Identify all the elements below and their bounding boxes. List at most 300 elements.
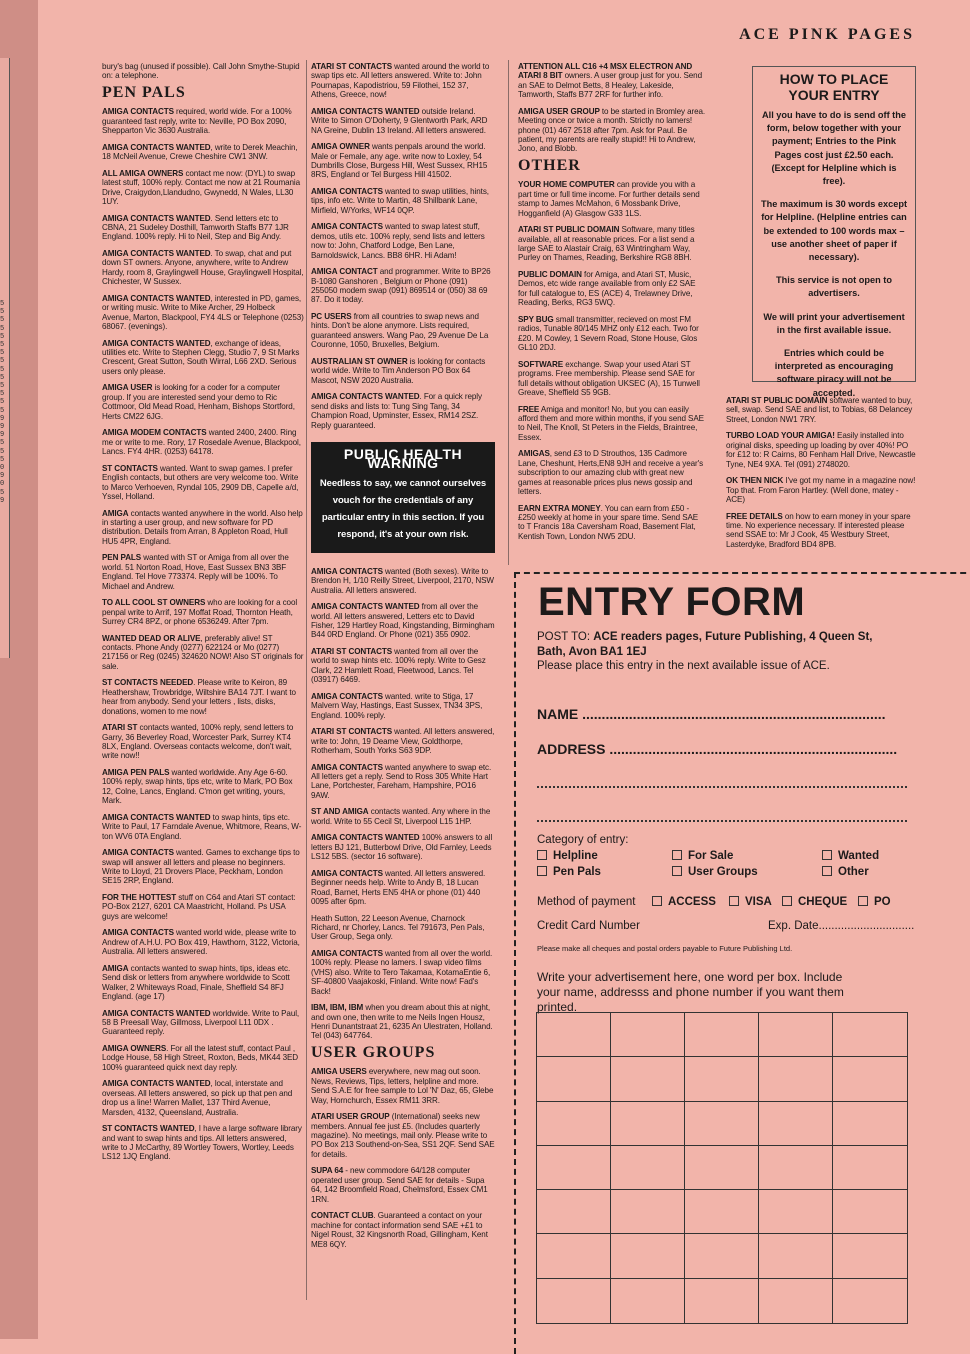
ad-lead: CONTACT CLUB — [311, 1211, 374, 1221]
classified-ad — [311, 392, 495, 430]
word-box[interactable] — [833, 1102, 907, 1146]
ad-text: and programmer. Write to BP26 B-1080 Ganshoren , Belgium or Phone (091) 255050 modem swap (091) 869514 or (050) 38 69 87. Do it today. — [311, 267, 491, 305]
expiry-date-field[interactable]: Exp. Date.............................. — [768, 920, 915, 932]
classified-ad — [102, 678, 304, 716]
classified-ad — [311, 914, 495, 942]
howto-para: This service is not open to advertisers. — [776, 275, 892, 299]
word-box[interactable] — [759, 1190, 833, 1234]
credit-card-field[interactable]: Credit Card Number — [537, 920, 640, 932]
classified-ad — [311, 62, 495, 100]
ad-lead: AMIGA CONTACTS WANTED — [311, 392, 420, 402]
classified-ad — [311, 567, 495, 595]
entry-form-title: ENTRY FORM — [538, 580, 806, 624]
classified-ad — [311, 1166, 495, 1204]
ad-lead: AMIGA CONTACTS WANTED — [102, 1079, 211, 1089]
ad-list — [726, 396, 916, 549]
classified-ad — [102, 634, 304, 672]
classified-ad — [518, 225, 706, 263]
column-far-right — [726, 396, 916, 556]
classified-ad — [311, 833, 495, 861]
ad-text: wanted. Games to exchange tips to swap will answer all letters and please no beginners. Write to Lloyd, 21 Drovers Place, Peckham, London SE15 2RP, England. — [102, 848, 300, 886]
word-box[interactable] — [685, 1102, 759, 1146]
ad-lead: ST CONTACTS NEEDED — [102, 678, 194, 688]
column-divider — [508, 60, 509, 565]
ad-text: wanted world wide, please write to Andrew of A.H.U. PO Box 419, Hawthorn, 3122, Victoria, Australia. All letters answered. — [102, 928, 300, 957]
ad-lead: ATARI ST PUBLIC DOMAIN — [726, 396, 828, 405]
ad-lead: AMIGA CONTACTS — [311, 949, 383, 958]
ad-lead: YOUR HOME COMPUTER — [518, 180, 615, 190]
checkbox-label: ACCESS — [668, 896, 716, 908]
word-box[interactable] — [537, 1190, 611, 1234]
checkbox-label: VISA — [745, 896, 772, 908]
word-box[interactable] — [833, 1234, 907, 1278]
classified-ad — [311, 107, 495, 135]
word-box[interactable] — [759, 1279, 833, 1323]
address-field[interactable]: ADDRESS .......................................................................... — [537, 741, 898, 757]
ad-lead: PEN PALS — [102, 553, 142, 563]
ad-text: , preferably alive! ST contacts. Phone Andy (0277) 622124 or Mo (0277) 217156 or Reg (0245) 324620 NOW! Also ST originals for sale. — [102, 633, 304, 671]
word-box[interactable] — [685, 1146, 759, 1190]
ad-text: . For all the latest stuff, contact Paul , Lodge House, 58 High Street, Roxton, Beds, MK44 3ED 100% guaranteed quick next day reply. — [102, 1044, 299, 1072]
ad-text: worldwide. Write to Paul, 58 B Preesall Way, Gillmoss, Liverpool L11 0DX . Guaranteed reply. — [102, 1008, 300, 1037]
ad-lead: ST AND AMIGA — [311, 807, 369, 817]
ad-lead: TURBO LOAD YOUR AMIGA! — [726, 431, 835, 441]
checkbox-icon — [782, 896, 792, 906]
category-helpline-checkbox[interactable] — [537, 850, 598, 862]
ad-lead: AMIGA CONTACTS — [102, 928, 174, 938]
ad-text: , interested in PD, games, or writing music. Write to Mike Archer, 29 Holbeck Avenue, Marton, Blackpool, FY4 4LS or Telephone (0253) 68067. (evenings). — [102, 293, 304, 332]
ad-lead: AMIGA CONTACTS — [102, 848, 174, 858]
post-address: ACE readers pages, Future Publishing, 4 Queen St, Bath, Avon BA1 1EJ — [537, 631, 873, 658]
classified-ad — [518, 449, 706, 496]
ad-lead: AMIGA CONTACTS — [311, 868, 383, 878]
ad-lead: ATARI ST CONTACTS — [311, 727, 393, 737]
ad-lead: AMIGA CONTACTS — [311, 187, 383, 197]
checkbox-label: For Sale — [688, 850, 734, 862]
classified-ad — [311, 869, 495, 907]
pay-po-checkbox[interactable] — [858, 896, 891, 908]
word-box[interactable] — [759, 1013, 833, 1057]
ad-text: , send £3 to D Strouthos, 135 Cadmore Lane, Cheshunt, Herts,EN8 9JH and receive a year's subscription to our amazing club with great new games at reasonable prices plus news gossip and letters. — [518, 449, 704, 496]
classified-ad — [311, 1003, 495, 1041]
checkbox-icon — [858, 896, 868, 906]
checkbox-label: Other — [838, 866, 869, 878]
ad-text: , exchange of ideas, utilities etc. Write to Stephen Clegg, Studio 7, 9 St Marks Crescent, Great Sutton, South Wirral, L66 2XD. Serious users only please. — [102, 338, 300, 376]
classified-ad — [311, 187, 495, 215]
category-wanted-checkbox[interactable] — [822, 850, 879, 862]
classified-ad — [102, 553, 304, 591]
word-box[interactable] — [537, 1234, 611, 1278]
ad-lead: AMIGA OWNERS — [102, 1044, 167, 1054]
classified-ad — [726, 512, 916, 550]
public-health-warning — [311, 442, 495, 553]
ad-lead: ATARI ST — [102, 723, 138, 733]
classified-ad — [518, 405, 706, 443]
ad-text: wanted from all over the world. 100% reply. Please no lamers. I swap video films (VHS) also. Write to Tero Takamaa, KotamaEntie 6, SF-40800 Vaajakoski, Finland. Write now! Fad's Back! — [311, 949, 493, 996]
classified-ad — [311, 647, 495, 685]
classified-ad — [311, 267, 495, 305]
ad-lead: FOR THE HOTTEST — [102, 893, 177, 902]
word-box[interactable] — [611, 1234, 685, 1278]
classified-ad — [518, 360, 706, 398]
ad-text: to swap hints, tips etc. Write to Paul, 17 Farndale Avenue, Whitmore, Reans, W-ton WV6 0TA England. — [102, 812, 302, 841]
classified-ad — [102, 339, 304, 377]
word-box[interactable] — [611, 1057, 685, 1101]
ad-text: owners. A user group just for you. Send an SAE to Delmot Betts, 8 Healey, Lakeside, Tamworth, Staffs B77 2RF for further info. — [518, 71, 702, 100]
ad-lead: AMIGA CONTACTS WANTED — [311, 833, 420, 843]
ad-lead: ATARI ST PUBLIC DOMAIN — [518, 225, 620, 235]
checkbox-label: Helpline — [553, 850, 598, 862]
ad-lead: AMIGA CONTACT — [311, 267, 378, 277]
classified-ad — [102, 294, 304, 332]
pay-cheque-checkbox[interactable] — [782, 896, 847, 908]
word-box[interactable] — [537, 1057, 611, 1101]
ad-lead: ATTENTION ALL C16 +4 MSX ELECTRON AND ATARI 8 BIT — [518, 62, 693, 81]
word-box[interactable] — [611, 1013, 685, 1057]
word-box[interactable] — [759, 1146, 833, 1190]
ad-text: , I have a large software library and want to swap hints and tips. All letters answered, write to J McCarthy, 89 Wortley Towers, Wortley, Leeds LS12 1JQ England. — [102, 1124, 302, 1162]
word-box[interactable] — [611, 1146, 685, 1190]
ad-text: wants penpals around the world. Male or Female, any age. write now to Loxley, 54 Dumbrills Close, Burgess Hill, West Sussex, RH15 8RS, England or Tel Burgess Hill 41502. — [311, 142, 488, 180]
ad-text: wanted 2400, 2400. Ring me or write to me. Rory, 17 Rosedale Avenue, Blackpool, Lancs. FY4 4HR. (0253) 64178. — [102, 428, 301, 457]
ad-lead: WANTED DEAD OR ALIVE — [102, 633, 201, 643]
ad-text: wanted. All letters answered, write to: John, 19 Deame View, Goldthorpe, Rotherham, South Yorks S63 9DP. — [311, 727, 495, 755]
ad-lead: AMIGA CONTACTS WANTED — [311, 602, 420, 612]
ad-lead: AUSTRALIAN ST OWNER — [311, 356, 408, 366]
checkbox-icon — [822, 850, 832, 860]
checkbox-label: Wanted — [838, 850, 880, 862]
ad-text: from all over the world. All letters answered, Letters etc to David Fisher, 129 Hartley Road, Kingstanding, Birmingham B44 0RD England. Or Phone (021) 355 0902. — [311, 602, 495, 640]
ad-text: wanted. Want to swap games. I prefer English contacts, but others are very welcome too. Write to Marco Verhoeven, Ryndal 105, 2909 DB, Capelle a/d, Yssel, Holland. — [102, 463, 299, 501]
ad-lead: OK THEN NICK — [726, 476, 784, 486]
checkbox-icon — [672, 850, 682, 860]
ad-lead: AMIGAS — [518, 449, 550, 459]
word-box[interactable] — [611, 1102, 685, 1146]
ad-text: software wanted to buy, sell, swap. Send SAE and list, to Tobias, 68 Delancey Street, London NW1 7RY. — [726, 396, 913, 424]
ad-lead: AMIGA CONTACTS — [311, 762, 383, 772]
ad-text: wanted (Both sexes). Write to Brendon H, 1/10 Reilly Street, Liverpool, 2170, NSW Australia. All letters answered. — [311, 566, 494, 595]
checkbox-icon — [729, 896, 739, 906]
classified-ad — [311, 357, 495, 385]
classified-ad — [102, 1009, 304, 1037]
ad-text: - new commodore 64/128 computer operated user group. Send SAE for details - Supa 64, 142 Broomfield Road, Chelmsford, Essex CM1 1RN. — [311, 1166, 488, 1204]
ad-text: Software, many titles available, all at reasonable prices. For a list send a large SAE to Alastair Craig, 63 Wintringham Way, Purley on Thames, Reading, Berkshire RG8 8BH. — [518, 225, 695, 263]
classified-ad — [311, 727, 495, 755]
ad-text: . You can earn from £50 - £250 weekly at home in your spare time. Send SAE to T Francis 18a Caversham Road, Basement Flat, Kentish Town, London NW5 2DU. — [518, 503, 699, 541]
ad-list — [311, 62, 495, 430]
word-box[interactable] — [537, 1102, 611, 1146]
classified-ad — [102, 964, 304, 1002]
classified-ad — [311, 807, 495, 826]
ad-text: . Guaranteed a contact on your machine for contact information send SAE +£1 to Nigel Roust, 32 Kingsnorth Road, Gillingham, Kent ME8 6QY. — [311, 1211, 488, 1249]
category-label: Category of entry: — [537, 834, 629, 846]
ad-list — [311, 567, 495, 1041]
checkbox-label: User Groups — [688, 866, 758, 878]
ad-lead: AMIGA USER — [102, 383, 153, 393]
classified-ad — [102, 169, 304, 207]
ad-text: , local, interstate and overseas. All letters answered, so pick up that pen and drop us a line! Warren Mallet, 137 Third Avenue, Marsden, 4132, Queensland, Australia. — [102, 1079, 293, 1117]
ad-lead: ATARI USER GROUP — [311, 1112, 390, 1122]
ad-text: wanted from all over the world to swap hints etc. 100% reply. Write to Gesz Clark, 22 Hamlett Road, Fleetwood, Lancs. Tel (03917) 6469. — [311, 646, 486, 685]
word-box[interactable] — [833, 1190, 907, 1234]
ad-text: wanted anywhere to swap etc. All letters get a reply. Send to Ross 305 White Hart Lane, Portchester, Fareham, Hampshire, PO16 9AW. — [311, 762, 492, 800]
word-box[interactable] — [685, 1057, 759, 1101]
ad-lead: EARN EXTRA MONEY — [518, 503, 601, 513]
ad-lead: AMIGA MODEM CONTACTS — [102, 428, 207, 438]
column-right — [518, 62, 706, 548]
category-penpals-checkbox[interactable] — [537, 866, 601, 878]
category-forsale-checkbox[interactable] — [672, 850, 733, 862]
classified-ad — [102, 509, 304, 547]
classified-ad — [311, 142, 495, 180]
ad-lead: AMIGA CONTACTS WANTED — [102, 249, 211, 259]
checkbox-label: CHEQUE — [798, 896, 848, 908]
ad-text: wanted around the world to swap tips etc. All letters answered. Write to: John Pournapas, Kapodistriou, 59 Filothei, 152 37, Athens, Greece, now! — [311, 62, 490, 100]
classified-ad — [726, 396, 916, 424]
ad-lead: TO ALL COOL ST OWNERS — [102, 598, 206, 608]
checkbox-label: Pen Pals — [553, 866, 601, 878]
classified-ad — [311, 1112, 495, 1159]
ad-lead: PUBLIC DOMAIN — [518, 270, 582, 280]
ad-text: Amiga and monitor! No, but you can easily afford them and more within months, if you send SAE to Neil, The Knoll, St Peters in the Fields, Braintree, Essex. — [518, 404, 704, 442]
ad-lead: AMIGA CONTACTS WANTED — [311, 106, 420, 116]
how-to-place-entry-box — [752, 66, 916, 398]
ad-lead: AMIGA PEN PALS — [102, 767, 170, 777]
ad-text: wanted. write to Stiga, 17 Malvern Way, Hastings, East Sussex, TN34 3PS, England. 100% reply. — [311, 691, 483, 720]
checkbox-icon — [537, 850, 547, 860]
column-pen-pals — [102, 62, 304, 1169]
address-line-2[interactable] — [537, 786, 907, 788]
classified-ad — [518, 504, 706, 542]
word-box[interactable] — [759, 1102, 833, 1146]
ad-text: from all countries to swap news and hints. Don't be alone anymore. Lists required, guaranteed answers. Wang Pao, 29 Avenue De La Couronne, 1050, Bruxelles, Belgium. — [311, 312, 489, 350]
ad-lead: AMIGA CONTACTS — [311, 691, 383, 701]
classified-ad — [311, 1211, 495, 1249]
ad-lead: FREE — [518, 404, 540, 414]
continued-ad: bury's bag (unused if possible). Call John Smythe-Stupid on: a telephone. — [102, 62, 300, 81]
category-usergroups-checkbox[interactable] — [672, 866, 758, 878]
ad-list — [102, 107, 304, 1161]
howto-para: We will print your advertisement in the first available issue. — [763, 311, 905, 335]
ad-text: required, world wide. For a 100% guaranteed fast reply, write to: Neville, PO Box 2090, Shepparton Vic 3630 Australia. — [102, 107, 292, 136]
ad-text: Easily installed into original disks, speeding up loading by over 40%! PO for £12 to: R Cairns, 80 Fenham Hall Drive, Newcastle Tyne, NE4 9XA. Tel (091) 2748020. — [726, 431, 916, 469]
classified-ad — [102, 214, 304, 242]
ad-lead: ATARI ST CONTACTS — [311, 646, 393, 656]
ad-text: wanted to swap utilities, hints, tips, info etc. Write to Martin, 48 Shillbank Lane, Mirfield, W/Yorks, WF14 0QP. — [311, 187, 489, 215]
ad-lead: AMIGA USERS — [311, 1067, 367, 1077]
word-box[interactable] — [759, 1057, 833, 1101]
ad-text: for Amiga, and Atari ST, Music, Demos, etc wide range available from only £2 SAE for full catalogue to, ES (ACE) 4, Trelawney Drive, Reading, Berks, RG3 5WQ. — [518, 270, 696, 308]
classified-ad — [102, 1079, 304, 1117]
word-box[interactable] — [537, 1013, 611, 1057]
category-other-checkbox[interactable] — [822, 866, 869, 878]
word-box[interactable] — [685, 1013, 759, 1057]
ad-lead: AMIGA CONTACTS WANTED — [102, 293, 211, 303]
ad-text: contacts wanted. Any where in the world. Write to 55 Cecil St, Liverpool L15 1HP. — [311, 807, 491, 826]
ad-text: contacts wanted, 100% reply, send letters to Garry, 36 Beverley Road, Worcester Park, Surrey KT4 8LX, England. Overseas contacts welcome, don't wait, write now!! — [102, 723, 294, 761]
checkbox-icon — [652, 896, 662, 906]
word-box[interactable] — [685, 1234, 759, 1278]
ad-text: (International) seeks new members. Annual fee just £5. (Includes quarterly magazine). No meetings, mail only. Please write to PO Box 213 Southend-on-Sea, SS1 2QF. Send SAE for details. — [311, 1112, 495, 1159]
ad-lead: IBM, IBM, IBM — [311, 1003, 364, 1013]
entry-form-post-to — [537, 630, 897, 674]
ad-list — [518, 62, 706, 154]
classified-ad — [102, 848, 304, 886]
classified-ad — [102, 768, 304, 806]
classified-ad — [102, 464, 304, 502]
ad-lead: PC USERS — [311, 312, 352, 322]
ad-text: stuff on C64 and Atari ST contact: PO-Box 2127, 6201 CA Maastricht, Holland. Ps USA guys are welcome! — [102, 893, 296, 921]
ad-text: on how to earn money in your spare time. No experience necessary. If interested please send SSAE to: Mr J Cook, 45 Westbury Street, Lasterdyke, Bradford BD4 8PB. — [726, 511, 911, 549]
ad-lead: AMIGA OWNER — [311, 142, 370, 152]
classified-ad — [311, 312, 495, 350]
ad-text: is looking for contacts world wide. Write to Tim Anderson PO Box 64 Mascot, NSW 2020 Australia. — [311, 356, 486, 385]
ad-list — [311, 1067, 495, 1248]
howto-para: The maximum is 30 words except for Helpline. (Helpline entries can be extended to 100 words max – use another sheet of paper if necessary). — [760, 199, 908, 263]
ad-lead: AMIGA — [102, 963, 129, 973]
classified-ad — [102, 143, 304, 162]
word-box[interactable] — [611, 1279, 685, 1323]
checkbox-icon — [672, 866, 682, 876]
facing-page-digits: 5 5 5 5 5 5 5 5 5 5 5 5 5 5 9 9 9 5 5 5 0 9 0 5 9 — [0, 300, 5, 505]
section-heading-user-groups: USER GROUPS — [311, 1044, 436, 1062]
howto-para: All you have to do is send off the form, below together with your payment; Entries to the Pink Pages cost just £2.50 each. (Except for Helpline which is free). — [762, 110, 906, 187]
ad-text: 100% answers to all letters BJ 121, Butterbowl Drive, Old Farnley, Leeds LS12 5BS. (sector 16 software). — [311, 833, 493, 862]
ad-text: , write to Derek Meachin, 18 McNeil Avenue, Crewe Cheshire CW1 3NW. — [102, 142, 298, 162]
post-instruction: Please place this entry in the next available issue of ACE. — [537, 660, 830, 672]
classified-ad — [102, 598, 304, 626]
ad-text: to be started in Bromley area. Meeting once or twice a month. Strictly no lamers! phone (01) 467 2518 after 7pm. Ask for Paul. Be patient, my parents are really stupid!! Hi to Andrew, Jono, and Blobb. — [518, 106, 706, 154]
classified-ad — [726, 431, 916, 469]
classified-ad — [102, 1124, 304, 1162]
ad-lead: AMIGA CONTACTS WANTED — [102, 1008, 211, 1018]
ad-text: wanted with ST or Amiga from all over the world. 51 Norton Road, Hove, East Sussex BN3 3BF England. Tel Hove 773374. Reply will be 100%. To Michael and Andrew. — [102, 553, 289, 591]
pay-access-checkbox[interactable] — [652, 896, 716, 908]
ad-text: exchange. Swap your used Atari ST programs. Free membership. Please send SAE for full details without obligation UKSEC (A), 15 Tunwell Greave, Sheffield S5 9GB. — [518, 359, 700, 397]
section-heading-pen-pals: PEN PALS — [102, 84, 186, 101]
checkbox-icon — [822, 866, 832, 876]
classified-ad — [518, 315, 706, 353]
ad-text: small transmitter, recieved on most FM radios, Tunable 80/145 MHZ only £12 each. Two for £20. M Cowley, 1 Severn Road, Stone House, Glos GL10 2DJ. — [518, 314, 699, 353]
address-line-3[interactable] — [537, 820, 907, 822]
ad-text: contact me now: (DYL) to swap latest stuff, 100% reply. Contact me now at 21 Roumania Drive, Craigydon,Llandudno, Gwynedd, N Wales, LL30 1UY. — [102, 168, 301, 207]
column-middle — [311, 62, 495, 1256]
word-box[interactable] — [685, 1190, 759, 1234]
word-box[interactable] — [833, 1279, 907, 1323]
payment-label: Method of payment — [537, 896, 636, 908]
classified-ad — [102, 1044, 304, 1072]
howto-para: Entries which could be interpreted as encouraging software piracy will not be accepted. — [774, 348, 894, 398]
ad-lead: ST CONTACTS — [102, 463, 158, 473]
word-box[interactable] — [685, 1279, 759, 1323]
ad-lead: AMIGA CONTACTS WANTED — [102, 338, 211, 348]
ad-text: everywhere, new mag out soon. News, Reviews, Tips, letters, helpline and more. Send S.A.E for free sample to Lol 'N' Daz, 65, Glebe Way, Hornchurch, Essex RM11 3RR. — [311, 1067, 494, 1105]
ad-text: wanted to swap latest stuff, demos, utils etc. 100% reply, send lists and letters now to: John, Chatford Lodge, Ben Lane, Barnoldswick, Lancs. BB8 6HR. Hi Adam! — [311, 222, 485, 260]
page-header: ACE PINK PAGES — [739, 26, 915, 43]
word-box[interactable] — [833, 1013, 907, 1057]
write-instructions: Write your advertisement here, one word per box. Include your name, addresss and phone number if you want them printed. — [537, 970, 844, 1014]
ad-text: who are looking for a cool penpal write to Arrif, 197 Moffat Road, Thornton Heath, Surrey CR4 8PZ, or phone 6536249. After 7pm. — [102, 598, 298, 626]
classified-ad — [311, 763, 495, 801]
howto-title: HOW TO PLACE YOUR ENTRY — [779, 71, 889, 103]
ad-lead: ST CONTACTS WANTED — [102, 1124, 195, 1134]
ad-lead: ATARI ST CONTACTS — [311, 62, 393, 71]
word-box-grid[interactable] — [536, 1012, 908, 1324]
ad-text: I've got my name in a magazine now! Top that. From Faron Hartley. (Well done, matey - ACE) — [726, 476, 916, 505]
warning-body: Needless to say, we cannot ourselves vouch for the credentials of any particular entry in this section. If you respond, it's at your own risk. — [319, 477, 487, 540]
ad-lead: AMIGA CONTACTS — [311, 566, 383, 576]
checkbox-label: PO — [874, 896, 891, 908]
ad-text: can provide you with a part time or full time income. For further details send stamp to James McMahon, 6 Mossbank Drive, Hogganfield (A) Glasgow G33 1LS. — [518, 180, 700, 218]
ad-text: outside Ireland. Write to Simon O'Doherty, 9 Glentworth Park, ARD NA Greine, Dublin 13 Ireland. All letters answered. — [311, 106, 488, 135]
classified-ad — [102, 928, 304, 956]
ad-lead: SUPA 64 — [311, 1166, 344, 1176]
ad-lead: ALL AMIGA OWNERS — [102, 168, 184, 178]
ad-text: wanted. All letters answered. Beginner needs help. Write to Andy B, 18 Lucan Road, Barnet, Herts EN5 4HA or phone (01) 440 0095 after 6pm. — [311, 868, 486, 906]
classified-ad — [518, 62, 706, 100]
classified-ad — [518, 180, 706, 218]
ad-lead: SPY BUG — [518, 314, 554, 324]
pay-visa-checkbox[interactable] — [729, 896, 772, 908]
classified-ad — [102, 723, 304, 761]
ad-lead: SOFTWARE — [518, 359, 564, 369]
word-box[interactable] — [611, 1190, 685, 1234]
section-heading-other: OTHER — [518, 157, 581, 175]
ad-text: when you dream about this at night, and own one, then write to me Neils Ingen Housz, Henri Dunantstraat 21, 6235 An Ulestraten, Holland. Tel (043) 647764. — [311, 1003, 493, 1041]
word-box[interactable] — [833, 1057, 907, 1101]
ad-text: Heath Sutton, 22 Leeson Avenue, Charnock Richard, nr Chorley, Lancs. Tel 791673, Pen Pals, User Group, Sega only. — [311, 913, 485, 942]
ad-lead: AMIGA CONTACTS — [311, 222, 383, 232]
classified-ad — [102, 813, 304, 841]
word-box[interactable] — [759, 1234, 833, 1278]
ad-lead: AMIGA — [102, 508, 129, 518]
classified-ad — [311, 949, 495, 996]
checkbox-icon — [537, 866, 547, 876]
classified-ad — [102, 107, 304, 135]
classified-ad — [518, 270, 706, 308]
word-box[interactable] — [833, 1146, 907, 1190]
classified-ad — [102, 249, 304, 287]
word-box[interactable] — [537, 1279, 611, 1323]
classified-ad — [311, 222, 495, 260]
post-prefix: POST TO: — [537, 631, 594, 643]
classified-ad — [311, 602, 495, 640]
ad-lead: AMIGA USER GROUP — [518, 106, 600, 116]
ad-text: . To swap, chat and put down ST owners. Anyone, anywhere, write to Andrew Hardy, room 8, Graylingwell House, Graylingwell Hospital, Chichester, W Sussex. — [102, 249, 304, 287]
classified-ad — [311, 692, 495, 720]
ad-text: wanted worldwide. Any Age 6-60. 100% reply, swap hints, tips etc, write to Mark, PO Box 12, Colne, Lancs, England. C'mon get writing, yours, Mark. — [102, 767, 293, 806]
ad-text: . Please write to Keiron, 89 Heathershaw, Trowbridge, Wiltshire BA14 7JT. I want to hear from anybody. Send your letters , lists, disks, donations, women to me now! — [102, 678, 296, 716]
classified-ad — [518, 107, 706, 154]
ad-text: contacts wanted anywhere in the world. Also help in starting a user group, and new software for PD distribution. Details from Arran, 8 Appleton Road, Hull HU5 4PR, England. — [102, 508, 303, 546]
warning-title: PUBLIC HEALTH WARNING — [343, 445, 463, 472]
ad-lead: AMIGA CONTACTS WANTED — [102, 213, 211, 223]
ad-text: contacts wanted to swap hints, tips, ideas etc. Send disk or letters from anywhere worldwide to Scott Walker, 2 Whiteways Road, Finale, Sheffield S4 8FJ England. (age 17) — [102, 963, 291, 1002]
ad-lead: AMIGA CONTACTS WANTED — [102, 142, 211, 152]
column-divider — [306, 60, 307, 1300]
classified-ad — [726, 476, 916, 504]
ad-text: . For a quick reply send disks and lists to: Tung Sing Tang, 34 Champion Road, Upminster, Essex, RM14 2SZ. Reply guaranteed. — [311, 392, 482, 430]
classified-ad — [311, 1067, 495, 1105]
name-field[interactable]: NAME .............................................................................. — [537, 706, 886, 722]
classified-ad — [102, 428, 304, 456]
ad-text: is looking for a coder for a computer group. If you are interested send your demo to Ric Cottmoor, Old Mead Road, Henham, Bishops Stortford, Herts CM22 6JG. — [102, 383, 295, 421]
word-box[interactable] — [537, 1146, 611, 1190]
cheque-note: Please make all cheques and postal orders payable to Future Publishing Ltd. — [537, 944, 793, 953]
ad-lead: AMIGA CONTACTS WANTED — [102, 812, 211, 822]
ad-lead: AMIGA CONTACTS — [102, 107, 174, 117]
classified-ad — [102, 893, 304, 921]
